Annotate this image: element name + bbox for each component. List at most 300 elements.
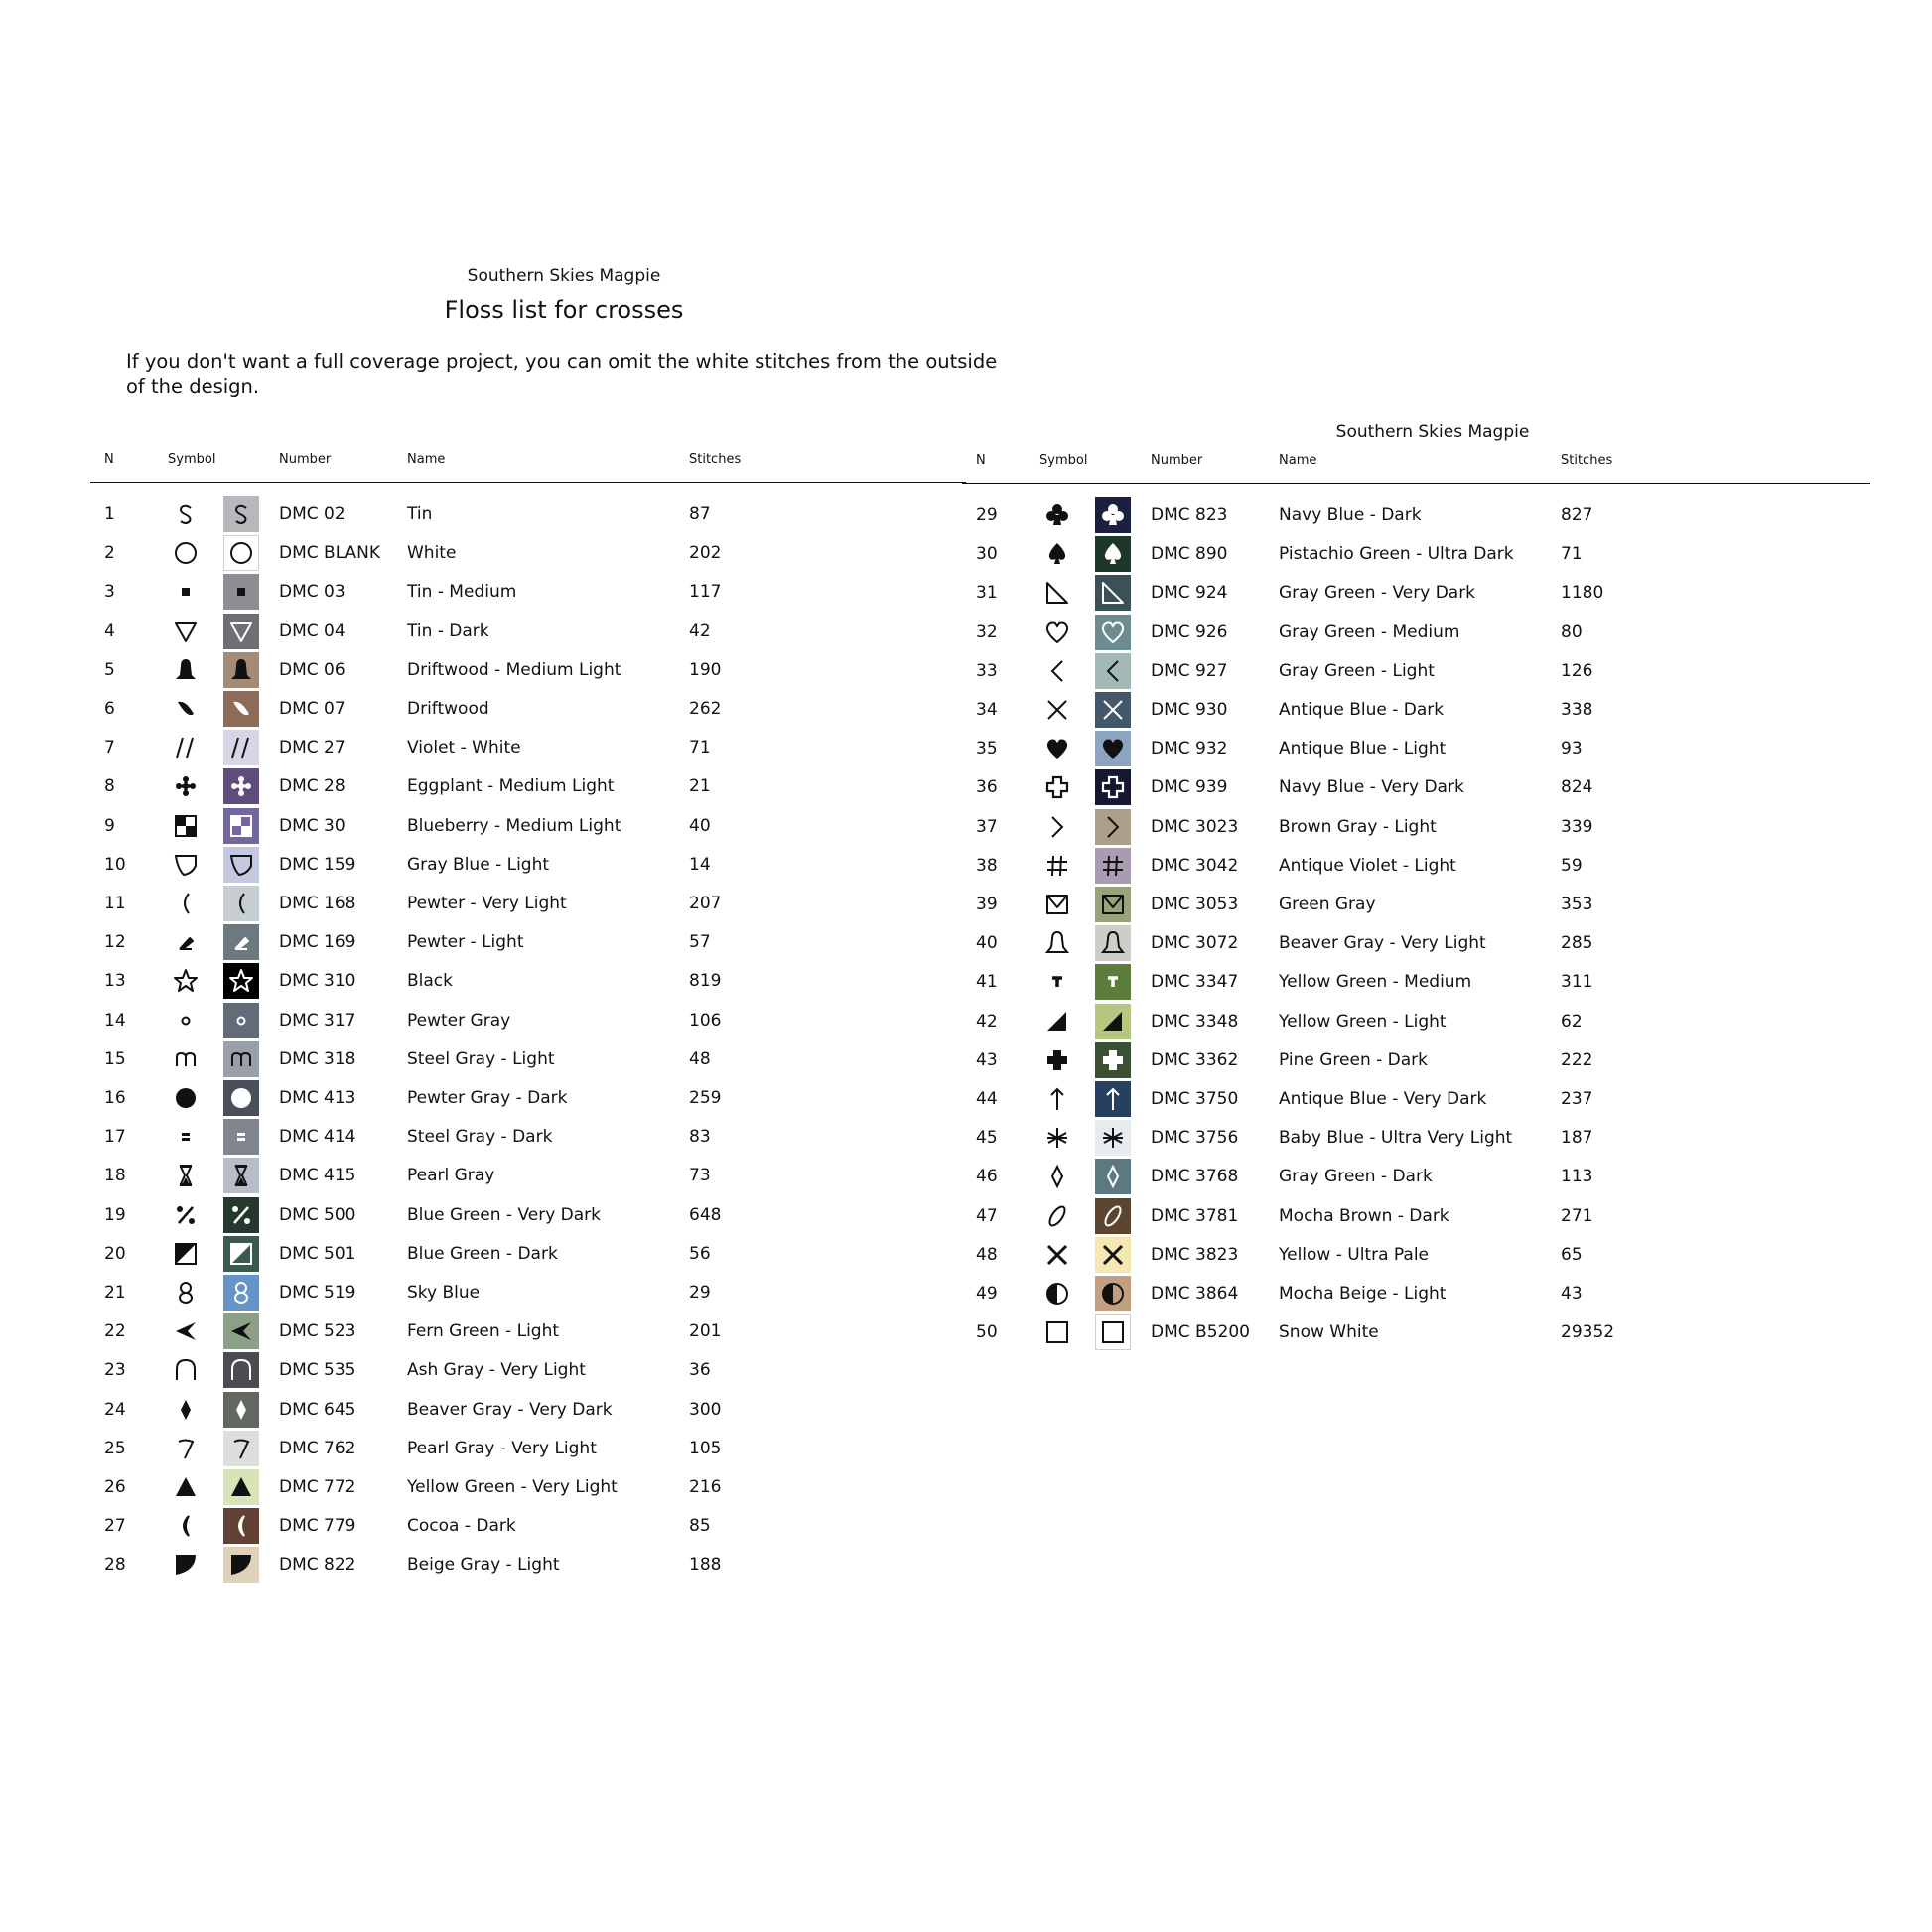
table-row: [0, 1197, 872, 1233]
stitch-count: 113: [1561, 1167, 1593, 1187]
color-swatch: [223, 924, 259, 960]
stitch-count: 259: [689, 1088, 722, 1108]
diamond-filled-icon: [168, 1392, 204, 1428]
floss-name: Blueberry - Medium Light: [407, 815, 621, 836]
table-row: [872, 1314, 1743, 1350]
stitch-count: 216: [689, 1477, 722, 1497]
table-row: [872, 1004, 1743, 1039]
floss-name: Navy Blue - Very Dark: [1279, 777, 1464, 798]
table-row: [0, 1431, 872, 1466]
half-circle-icon: [1039, 1276, 1075, 1311]
floss-name: Gray Green - Very Dark: [1279, 583, 1476, 604]
row-number: 6: [104, 699, 115, 719]
figure-eight-icon: [168, 1275, 204, 1311]
table-row: [0, 768, 872, 804]
stitch-count: 65: [1561, 1244, 1583, 1265]
triangle-filled-icon: [168, 1469, 204, 1505]
floss-number: DMC 822: [279, 1555, 356, 1576]
color-swatch: [223, 1313, 259, 1349]
color-swatch: [223, 1003, 259, 1038]
color-swatch: [1095, 1198, 1131, 1234]
stitch-count: 71: [689, 738, 711, 759]
stitch-count: 106: [689, 1010, 722, 1031]
stitch-count: 824: [1561, 777, 1593, 798]
row-number: 22: [104, 1321, 126, 1342]
color-swatch: [223, 496, 259, 532]
row-number: 32: [976, 621, 998, 642]
table-row: [872, 1237, 1743, 1273]
color-swatch: [1095, 575, 1131, 611]
header-rule: [90, 482, 966, 483]
pattern-title-repeat: Southern Skies Magpie: [1335, 422, 1530, 442]
x-cross-icon: [1039, 692, 1075, 728]
color-swatch: [223, 963, 259, 999]
table-row: [872, 769, 1743, 805]
row-number: 18: [104, 1166, 126, 1186]
floss-number: DMC 926: [1151, 621, 1228, 642]
header-symbol: Symbol: [168, 452, 216, 467]
row-number: 38: [976, 855, 998, 876]
stitch-count: 827: [1561, 505, 1593, 525]
table-row: [872, 536, 1743, 572]
table-row: [0, 1236, 872, 1272]
intro-note: If you don't want a full coverage project, you can omit the white stitches from the outside of the design.: [126, 350, 998, 398]
row-number: 39: [976, 895, 998, 914]
color-swatch: [1095, 809, 1131, 845]
wedge-icon: [1039, 1004, 1075, 1039]
row-number: 3: [104, 582, 115, 603]
stitch-count: 339: [1561, 816, 1593, 837]
row-number: 26: [104, 1477, 126, 1497]
floss-number: DMC 02: [279, 504, 345, 524]
table-row: [0, 1547, 872, 1583]
asterisk-icon: [1039, 1120, 1075, 1156]
floss-number: DMC 414: [279, 1127, 356, 1148]
stitch-count: 80: [1561, 621, 1583, 642]
stitch-count: 83: [689, 1127, 711, 1148]
color-swatch: [223, 1352, 259, 1388]
floss-name: Gray Green - Medium: [1279, 621, 1460, 642]
color-swatch: [223, 1236, 259, 1272]
stitch-count: 237: [1561, 1089, 1593, 1109]
stitch-count: 21: [689, 776, 711, 797]
color-swatch: [1095, 887, 1131, 922]
floss-name: Gray Green - Dark: [1279, 1167, 1433, 1187]
floss-name: Pearl Gray - Very Light: [407, 1438, 597, 1458]
hook-arrow-icon: [168, 924, 204, 960]
floss-name: Driftwood: [407, 699, 489, 719]
less-than-icon: [1039, 653, 1075, 689]
floss-name: Yellow Green - Medium: [1279, 972, 1472, 993]
header-symbol: Symbol: [1039, 453, 1088, 468]
stitch-count: 311: [1561, 972, 1593, 993]
star-outline-icon: [168, 963, 204, 999]
floss-name: Tin - Medium: [407, 582, 517, 603]
floss-name: Blue Green - Very Dark: [407, 1204, 602, 1225]
heart-outline-icon: [1039, 615, 1075, 650]
floss-number: DMC 535: [279, 1360, 356, 1381]
floss-name: Beige Gray - Light: [407, 1555, 560, 1576]
table-row: [0, 574, 872, 610]
table-row: [872, 653, 1743, 689]
floss-number: DMC 30: [279, 815, 345, 836]
square-outline-icon: [1039, 1314, 1075, 1350]
stitch-count: 271: [1561, 1205, 1593, 1226]
row-number: 27: [104, 1516, 126, 1537]
header-name: Name: [1279, 453, 1317, 468]
header-n: N: [104, 452, 114, 467]
color-swatch: [223, 1392, 259, 1428]
row-number: 14: [104, 1010, 126, 1031]
stitch-count: 190: [689, 659, 722, 680]
floss-name: Pewter Gray - Dark: [407, 1088, 568, 1108]
color-swatch: [223, 1197, 259, 1233]
x-bold-icon: [1039, 1237, 1075, 1273]
floss-number: DMC BLANK: [279, 543, 381, 564]
stitch-count: 71: [1561, 544, 1583, 565]
table-row: [0, 652, 872, 688]
stitch-count: 14: [689, 854, 711, 875]
floss-name: Yellow Green - Light: [1279, 1011, 1447, 1032]
stitch-count: 29: [689, 1283, 711, 1303]
table-row: [0, 730, 872, 765]
stitch-count: 43: [1561, 1284, 1583, 1304]
floss-name: White: [407, 543, 457, 564]
table-row: [0, 924, 872, 960]
floss-name: Sky Blue: [407, 1283, 481, 1303]
floss-number: DMC 645: [279, 1399, 356, 1420]
row-number: 43: [976, 1049, 998, 1070]
stitch-count: 187: [1561, 1128, 1593, 1149]
stitch-count: 222: [1561, 1049, 1593, 1070]
cross-filled-icon: [1039, 1042, 1075, 1078]
stitch-count: 353: [1561, 895, 1593, 914]
shield-outline-icon: [168, 847, 204, 883]
floss-number: DMC 3053: [1151, 895, 1239, 914]
row-number: 8: [104, 776, 115, 797]
floss-name: Pistachio Green - Ultra Dark: [1279, 544, 1514, 565]
floss-name: Violet - White: [407, 738, 521, 759]
color-swatch: [1095, 1042, 1131, 1078]
pattern-title: Southern Skies Magpie: [467, 266, 661, 286]
floss-number: DMC 169: [279, 932, 356, 953]
color-swatch: [223, 886, 259, 921]
row-number: 28: [104, 1555, 126, 1576]
row-number: 16: [104, 1088, 126, 1108]
table-row: [0, 1313, 872, 1349]
color-swatch: [223, 1041, 259, 1077]
stitch-count: 1180: [1561, 583, 1604, 604]
equals-icon: [168, 1119, 204, 1155]
hourglass-icon: [168, 1158, 204, 1193]
table-row: [0, 1158, 872, 1193]
floss-name: Steel Gray - Light: [407, 1048, 555, 1069]
cross-outline-icon: [1039, 769, 1075, 805]
floss-number: DMC 310: [279, 971, 356, 992]
floss-name: Black: [407, 971, 453, 992]
row-number: 10: [104, 854, 126, 875]
row-number: 24: [104, 1399, 126, 1420]
row-number: 23: [104, 1360, 126, 1381]
floss-number: DMC 317: [279, 1010, 356, 1031]
row-number: 41: [976, 972, 998, 993]
quarter-shape-icon: [168, 1547, 204, 1583]
color-swatch: [1095, 536, 1131, 572]
floss-number: DMC 06: [279, 659, 345, 680]
row-number: 37: [976, 816, 998, 837]
color-swatch: [1095, 1004, 1131, 1039]
floss-name: Beaver Gray - Very Light: [1279, 933, 1486, 954]
stitch-count: 85: [689, 1516, 711, 1537]
circle-outline-icon: [168, 535, 204, 571]
stitch-count: 126: [1561, 660, 1593, 681]
color-swatch: [1095, 615, 1131, 650]
floss-number: DMC 03: [279, 582, 345, 603]
header-n: N: [976, 453, 986, 468]
stitch-count: 338: [1561, 700, 1593, 720]
table-row: [0, 1469, 872, 1505]
table-row: [872, 1276, 1743, 1311]
stitch-count: 56: [689, 1243, 711, 1264]
row-number: 30: [976, 544, 998, 565]
table-row: [0, 535, 872, 571]
leaf-filled-icon: [168, 691, 204, 727]
row-number: 42: [976, 1011, 998, 1032]
color-swatch: [223, 1080, 259, 1116]
color-swatch: [223, 730, 259, 765]
header-name: Name: [407, 452, 446, 467]
color-swatch: [223, 652, 259, 688]
floss-name: Beaver Gray - Very Dark: [407, 1399, 613, 1420]
color-swatch: [223, 535, 259, 571]
row-number: 11: [104, 894, 126, 913]
stitch-count: 207: [689, 894, 722, 913]
row-number: 34: [976, 700, 998, 720]
row-number: 33: [976, 660, 998, 681]
header-stitches: Stitches: [689, 452, 742, 467]
floss-number: DMC 3823: [1151, 1244, 1239, 1265]
floss-name: Pewter - Light: [407, 932, 524, 953]
floss-name: Baby Blue - Ultra Very Light: [1279, 1128, 1513, 1149]
row-number: 29: [976, 505, 998, 525]
color-swatch: [223, 574, 259, 610]
color-swatch: [1095, 925, 1131, 961]
floss-name: Driftwood - Medium Light: [407, 659, 621, 680]
table-row: [872, 1198, 1743, 1234]
row-number: 35: [976, 739, 998, 759]
table-row: [872, 1081, 1743, 1117]
stitch-count: 59: [1561, 855, 1583, 876]
stitch-count: 62: [1561, 1011, 1583, 1032]
row-number: 1: [104, 504, 115, 524]
floss-number: DMC 924: [1151, 583, 1228, 604]
triangle-down-outline-icon: [168, 614, 204, 649]
table-row: [872, 497, 1743, 533]
floss-name: Blue Green - Dark: [407, 1243, 558, 1264]
small-square-icon: [168, 574, 204, 610]
floss-number: DMC 3864: [1151, 1284, 1239, 1304]
floss-number: DMC 415: [279, 1166, 356, 1186]
row-number: 36: [976, 777, 998, 798]
small-circle-icon: [168, 1003, 204, 1038]
color-swatch: [223, 808, 259, 844]
floss-number: DMC 3750: [1151, 1089, 1239, 1109]
row-number: 13: [104, 971, 126, 992]
table-row: [872, 887, 1743, 922]
color-swatch: [223, 691, 259, 727]
floss-name: Antique Blue - Dark: [1279, 700, 1445, 720]
floss-name: Pewter Gray: [407, 1010, 511, 1031]
table-row: [0, 1508, 872, 1544]
stitch-count: 73: [689, 1166, 711, 1186]
circle-filled-icon: [168, 1080, 204, 1116]
floss-number: DMC 04: [279, 621, 345, 641]
color-swatch: [1095, 964, 1131, 1000]
stitch-count: 87: [689, 504, 711, 524]
row-number: 4: [104, 621, 115, 641]
floss-name: Tin - Dark: [407, 621, 489, 641]
floss-name: Pine Green - Dark: [1279, 1049, 1429, 1070]
floss-number: DMC 3348: [1151, 1011, 1239, 1032]
row-number: 5: [104, 659, 115, 680]
table-row: [0, 1119, 872, 1155]
stitch-count: 300: [689, 1399, 722, 1420]
stitch-count: 285: [1561, 933, 1593, 954]
oval-slash-icon: [1039, 1198, 1075, 1234]
stitch-count: 93: [1561, 739, 1583, 759]
floss-name: Pearl Gray: [407, 1166, 495, 1186]
header-number: Number: [279, 452, 332, 467]
floss-name: Antique Violet - Light: [1279, 855, 1456, 876]
table-row: [872, 1042, 1743, 1078]
arch-icon: [168, 1352, 204, 1388]
double-slash-icon: [168, 730, 204, 765]
table-row: [872, 848, 1743, 884]
floss-number: DMC 159: [279, 854, 356, 875]
floss-number: DMC 3023: [1151, 816, 1239, 837]
row-number: 17: [104, 1127, 126, 1148]
floss-name: Green Gray: [1279, 895, 1376, 914]
floss-number: DMC 3042: [1151, 855, 1239, 876]
color-swatch: [223, 1547, 259, 1583]
diamond-outline-icon: [1039, 1159, 1075, 1194]
table-row: [0, 1352, 872, 1388]
floss-number: DMC 890: [1151, 544, 1228, 565]
row-number: 2: [104, 543, 115, 564]
table-row: [872, 809, 1743, 845]
row-number: 50: [976, 1322, 998, 1343]
floss-list-title: Floss list for crosses: [444, 296, 684, 324]
heart-filled-icon: [1039, 731, 1075, 766]
row-number: 31: [976, 583, 998, 604]
floss-number: DMC 413: [279, 1088, 356, 1108]
color-swatch: [1095, 1237, 1131, 1273]
stitch-count: 29352: [1561, 1322, 1615, 1343]
table-row: [0, 691, 872, 727]
floss-number: DMC 500: [279, 1204, 356, 1225]
color-swatch: [223, 1119, 259, 1155]
letter-t-icon: [1039, 964, 1075, 1000]
envelope-icon: [1039, 887, 1075, 922]
floss-name: Ash Gray - Very Light: [407, 1360, 586, 1381]
row-number: 48: [976, 1244, 998, 1265]
table-row: [0, 1275, 872, 1311]
arrow-up-icon: [1039, 1081, 1075, 1117]
color-swatch: [1095, 1120, 1131, 1156]
club-icon: [1039, 497, 1075, 533]
color-swatch: [1095, 1159, 1131, 1194]
floss-number: DMC 779: [279, 1516, 356, 1537]
arrowhead-left-icon: [168, 1313, 204, 1349]
table-row: [0, 886, 872, 921]
floss-name: Fern Green - Light: [407, 1321, 560, 1342]
color-swatch: [223, 1508, 259, 1544]
floss-number: DMC 07: [279, 699, 345, 719]
right-triangle-outline-icon: [1039, 575, 1075, 611]
floss-number: DMC 932: [1151, 739, 1228, 759]
floss-number: DMC 3768: [1151, 1167, 1239, 1187]
row-number: 45: [976, 1128, 998, 1149]
table-row: [0, 1392, 872, 1428]
floss-number: DMC 762: [279, 1438, 356, 1458]
floss-name: Brown Gray - Light: [1279, 816, 1437, 837]
stitch-count: 105: [689, 1438, 722, 1458]
floss-name: Antique Blue - Light: [1279, 739, 1447, 759]
table-row: [872, 925, 1743, 961]
hash-icon: [1039, 848, 1075, 884]
floss-number: DMC 501: [279, 1243, 356, 1264]
color-swatch: [223, 1158, 259, 1193]
color-swatch: [223, 768, 259, 804]
row-number: 12: [104, 932, 126, 953]
floss-name: Navy Blue - Dark: [1279, 505, 1422, 525]
floss-name: Eggplant - Medium Light: [407, 776, 615, 797]
table-row: [0, 614, 872, 649]
row-number: 49: [976, 1284, 998, 1304]
floss-number: DMC 28: [279, 776, 345, 797]
percent-icon: [168, 1197, 204, 1233]
stitch-count: 57: [689, 932, 711, 953]
table-row: [0, 808, 872, 844]
stitch-count: 117: [689, 582, 722, 603]
floss-name: Gray Green - Light: [1279, 660, 1435, 681]
floss-name: Mocha Brown - Dark: [1279, 1205, 1449, 1226]
color-swatch: [1095, 769, 1131, 805]
row-number: 9: [104, 815, 115, 836]
table-row: [872, 964, 1743, 1000]
paren-left-icon: [168, 886, 204, 921]
table-row: [0, 847, 872, 883]
color-swatch: [1095, 731, 1131, 766]
stitch-count: 202: [689, 543, 722, 564]
letter-s-icon: [168, 496, 204, 532]
bell-outline-icon: [1039, 925, 1075, 961]
color-swatch: [223, 1431, 259, 1466]
row-number: 7: [104, 738, 115, 759]
floss-number: DMC 3347: [1151, 972, 1239, 993]
floss-number: DMC 3072: [1151, 933, 1239, 954]
header-stitches: Stitches: [1561, 453, 1613, 468]
floss-name: Pewter - Very Light: [407, 894, 567, 913]
stitch-count: 262: [689, 699, 722, 719]
row-number: 20: [104, 1243, 126, 1264]
color-swatch: [223, 614, 259, 649]
table-row: [0, 1041, 872, 1077]
spade-icon: [1039, 536, 1075, 572]
floss-name: Snow White: [1279, 1322, 1379, 1343]
floss-number: DMC 168: [279, 894, 356, 913]
floss-name: Yellow - Ultra Pale: [1279, 1244, 1430, 1265]
